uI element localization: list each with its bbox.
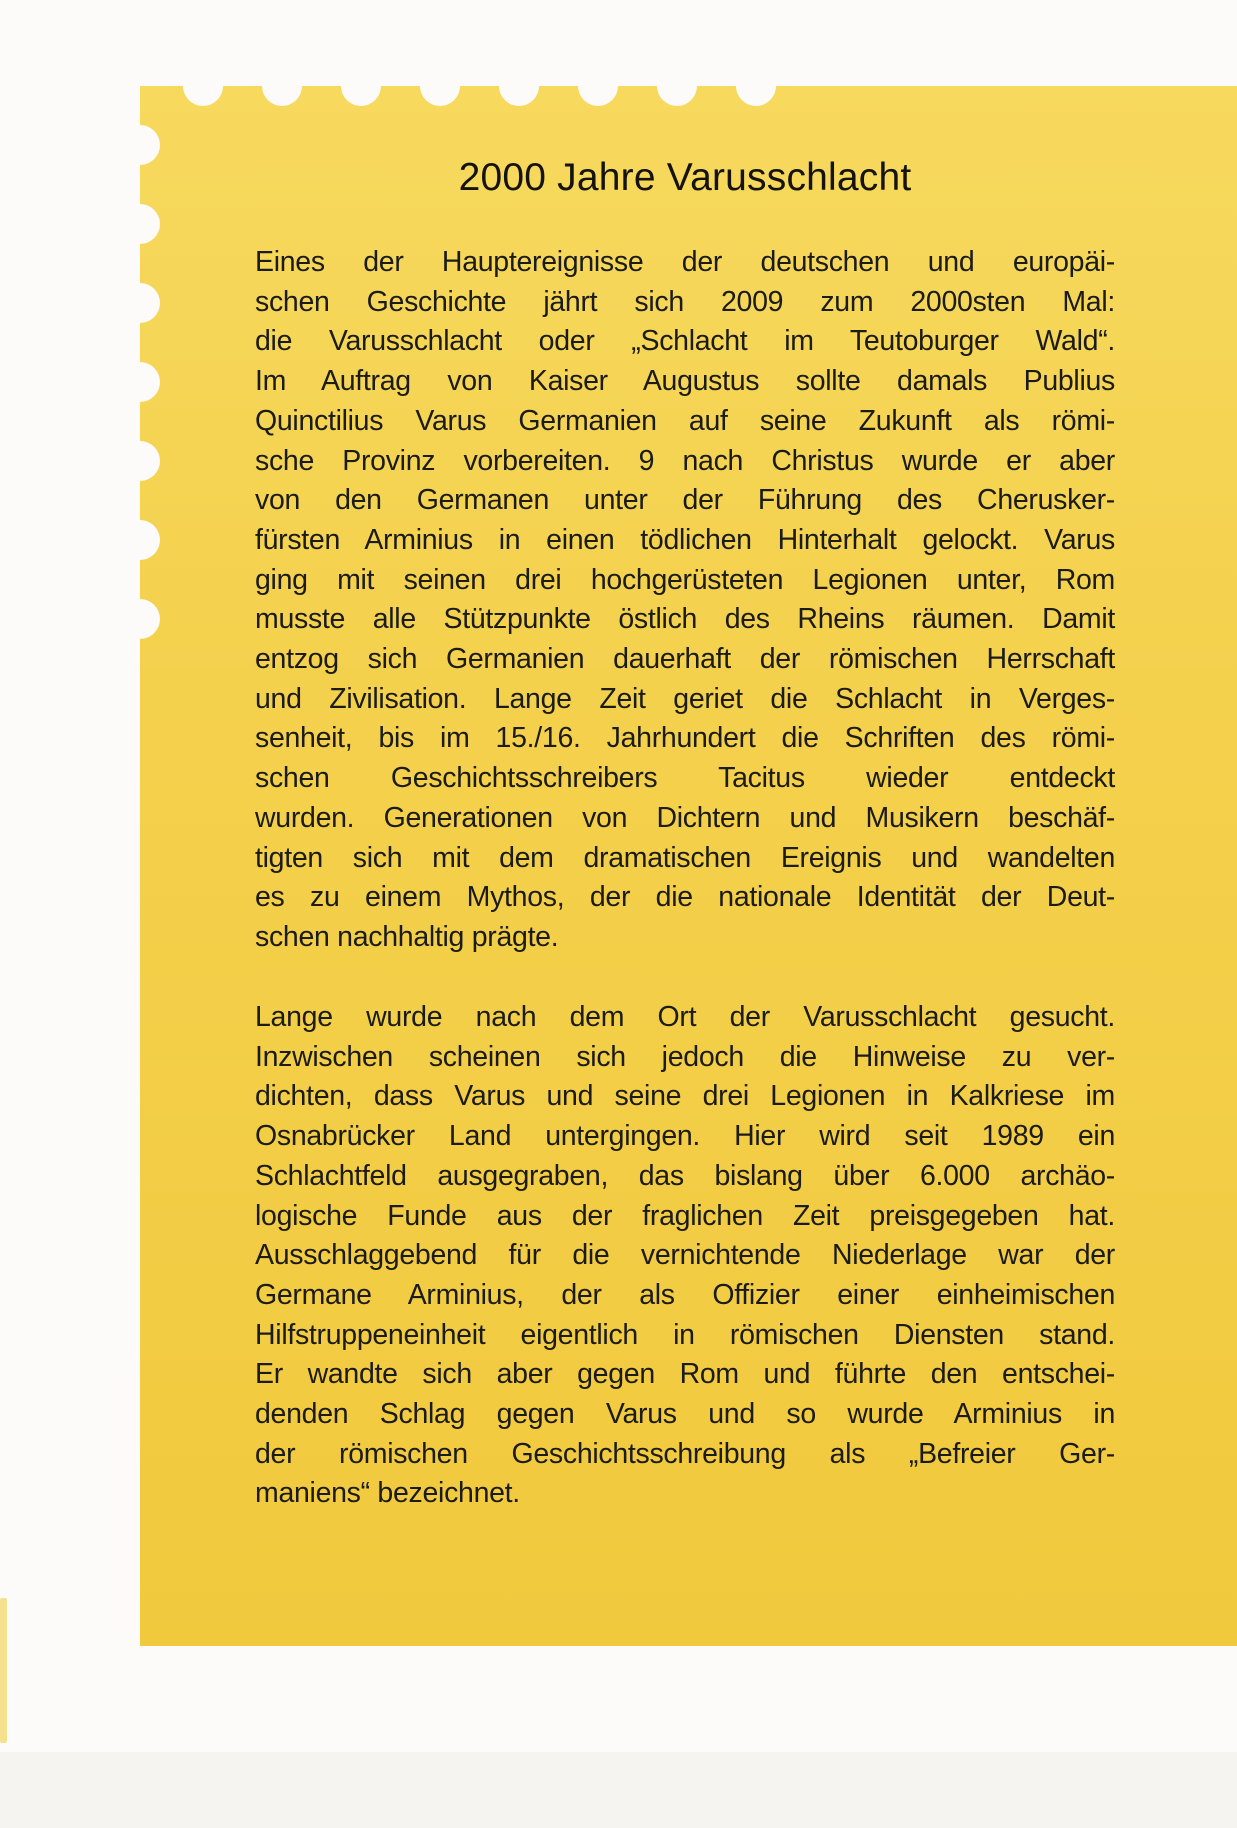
perforation-notch bbox=[262, 66, 302, 106]
text-line: fürsten Arminius in einen tödlichen Hinterhalt gelockt. Varus bbox=[255, 523, 1115, 556]
text-line: schen nachhaltig prägte. bbox=[255, 920, 559, 953]
text-line: der römischen Geschichtsschreibung als „Befreier Ger- bbox=[255, 1437, 1115, 1470]
paragraph-2 bbox=[255, 998, 1115, 1514]
text-line: Lange wurde nach dem Ort der Varusschlacht gesucht. bbox=[255, 1001, 1115, 1033]
text-line: es zu einem Mythos, der die nationale Identität der Deut- bbox=[255, 881, 1115, 914]
text-line: Quinctilius Varus Germanien auf seine Zukunft als römi- bbox=[255, 404, 1115, 437]
perforation-notch bbox=[341, 66, 381, 106]
perforation-notch bbox=[120, 599, 160, 639]
perforation-notch bbox=[120, 125, 160, 165]
yellow-edge-sliver bbox=[0, 1598, 7, 1743]
perforation-notch bbox=[120, 441, 160, 481]
text-line: Er wandte sich aber gegen Rom und führte den entschei- bbox=[255, 1358, 1115, 1391]
document-title: 2000 Jahre Varusschlacht bbox=[458, 156, 912, 199]
text-line: die Varusschlacht oder „Schlacht im Teutoburger Wald“. bbox=[255, 325, 1115, 358]
text-line: wurden. Generationen von Dichtern und Musikern beschäf- bbox=[255, 801, 1115, 834]
text-line: Inzwischen scheinen sich jedoch die Hinweise zu ver- bbox=[255, 1040, 1115, 1073]
text-line: senheit, bis im 15./16. Jahrhundert die Schriften des römi- bbox=[255, 722, 1115, 755]
text-line: Eines der Hauptereignisse der deutschen und europäi- bbox=[255, 246, 1115, 278]
perforation-notch bbox=[420, 66, 460, 106]
text-line: musste alle Stützpunkte östlich des Rheins räumen. Damit bbox=[255, 603, 1115, 636]
perforation-notch bbox=[120, 283, 160, 323]
text-line: schen Geschichte jährt sich 2009 zum 2000sten Mal: bbox=[255, 285, 1115, 318]
perforation-notch bbox=[657, 66, 697, 106]
text-line: Im Auftrag von Kaiser Augustus sollte damals Publius bbox=[255, 365, 1115, 398]
text-line: entzog sich Germanien dauerhaft der römischen Herrschaft bbox=[255, 643, 1115, 676]
perforation-notch bbox=[120, 204, 160, 244]
text-line: Germane Arminius, der als Offizier einer einheimischen bbox=[255, 1278, 1115, 1311]
text-line: und Zivilisation. Lange Zeit geriet die Schlacht in Verges- bbox=[255, 682, 1115, 715]
text-line: schen Geschichtsschreibers Tacitus wieder entdeckt bbox=[255, 762, 1115, 795]
text-line: Hilfstruppeneinheit eigentlich in römischen Diensten stand. bbox=[255, 1318, 1115, 1351]
text-line: logische Funde aus der fraglichen Zeit preisgegeben hat. bbox=[255, 1199, 1115, 1232]
perforation-notch bbox=[183, 66, 223, 106]
text-line: tigten sich mit dem dramatischen Ereignis und wandelten bbox=[255, 841, 1115, 874]
perforation-notch bbox=[736, 66, 776, 106]
text-line: denden Schlag gegen Varus und so wurde Arminius in bbox=[255, 1398, 1115, 1431]
perforation-notch bbox=[499, 66, 539, 106]
perforation-notch bbox=[578, 66, 618, 106]
paragraph-1 bbox=[255, 243, 1115, 958]
scan-tone-band bbox=[0, 1752, 1237, 1828]
text-line: sche Provinz vorbereiten. 9 nach Christus wurde er aber bbox=[255, 444, 1115, 477]
text-line: Ausschlaggebend für die vernichtende Niederlage war der bbox=[255, 1239, 1115, 1272]
text-line: dichten, dass Varus und seine drei Legionen in Kalkriese im bbox=[255, 1080, 1115, 1113]
perforation-notch bbox=[120, 362, 160, 402]
text-line: ging mit seinen drei hochgerüsteten Legionen unter, Rom bbox=[255, 563, 1115, 596]
text-line: Schlachtfeld ausgegraben, das bislang über 6.000 archäo- bbox=[255, 1159, 1115, 1192]
text-line: Osnabrücker Land untergingen. Hier wird seit 1989 ein bbox=[255, 1120, 1115, 1153]
text-line: von den Germanen unter der Führung des Cherusker- bbox=[255, 484, 1115, 517]
perforation-notch bbox=[120, 520, 160, 560]
text-line: maniens“ bezeichnet. bbox=[255, 1477, 520, 1510]
